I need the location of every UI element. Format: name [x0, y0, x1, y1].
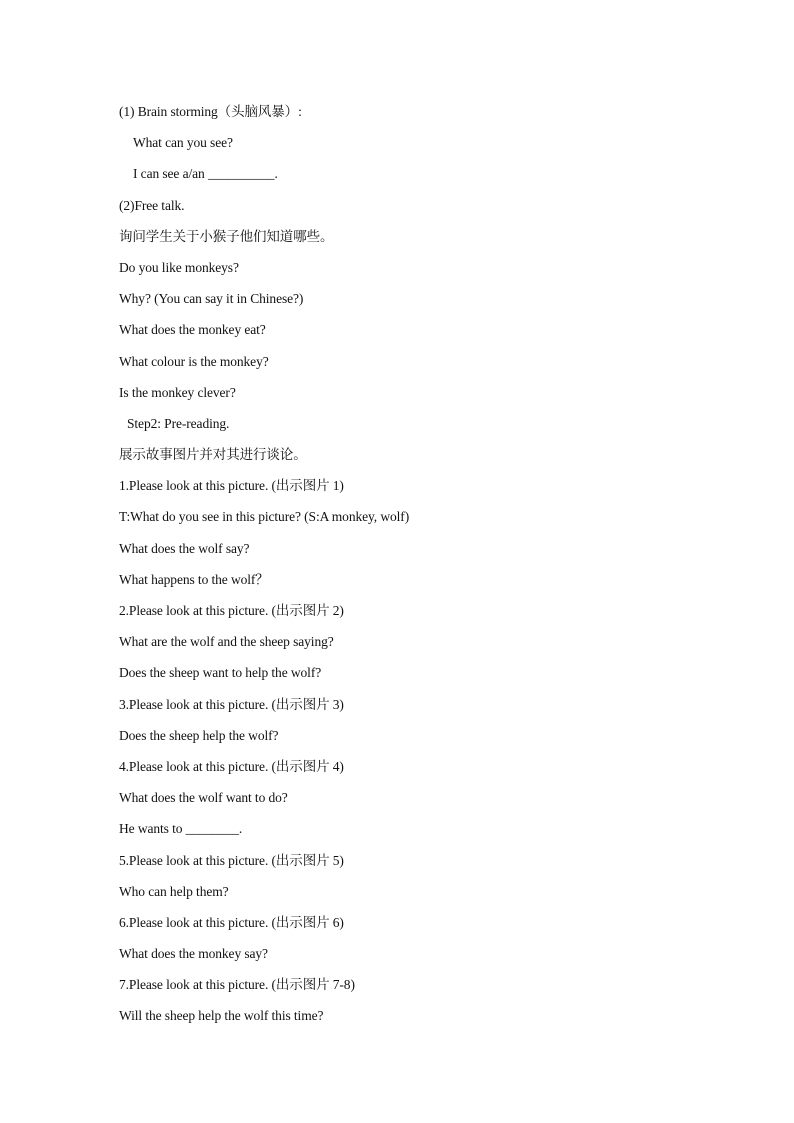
- heading-brain-storming: (1) Brain storming（头脑风暴）:: [119, 104, 302, 119]
- document-body: [119, 101, 679, 1037]
- heading-free-talk: (2)Free talk.: [119, 197, 185, 213]
- question-line: Do you like monkeys?: [119, 259, 239, 275]
- question-line: T:What do you see in this picture? (S:A monkey, wolf): [119, 509, 410, 525]
- question-line: What happens to the wolf？: [119, 571, 269, 587]
- question-line: Is the monkey clever?: [119, 384, 236, 400]
- question-line: Who can help them?: [119, 883, 229, 899]
- picture-prompt-6: 6.Please look at this picture. (出示图片 6): [119, 914, 344, 930]
- question-line: Why? (You can say it in Chinese?): [119, 291, 304, 307]
- question-line: What does the wolf say?: [119, 540, 250, 556]
- question-line: What are the wolf and the sheep saying?: [119, 634, 334, 650]
- question-line: Does the sheep help the wolf?: [119, 727, 279, 743]
- instruction-line: 询问学生关于小猴子他们知道哪些。: [119, 228, 334, 245]
- question-line: Does the sheep want to help the wolf?: [119, 665, 322, 681]
- picture-prompt-1: 1.Please look at this picture. (出示图片 1): [119, 478, 344, 494]
- answer-blank-line: I can see a/an __________.: [133, 166, 278, 182]
- question-line: What can you see?: [133, 135, 233, 151]
- question-line: What does the wolf want to do?: [119, 790, 288, 806]
- picture-prompt-3: 3.Please look at this picture. (出示图片 3): [119, 696, 344, 712]
- picture-prompt-2: 2.Please look at this picture. (出示图片 2): [119, 603, 344, 618]
- question-line: Will the sheep help the wolf this time?: [119, 1008, 324, 1024]
- picture-prompt-4: 4.Please look at this picture. (出示图片 4): [119, 758, 344, 774]
- question-line: What does the monkey eat?: [119, 322, 266, 338]
- instruction-line: 展示故事图片并对其进行谈论。: [119, 447, 307, 464]
- heading-step2: Step2: Pre-reading.: [127, 415, 230, 431]
- picture-prompt-5: 5.Please look at this picture. (出示图片 5): [119, 852, 344, 868]
- picture-prompt-7-8: 7.Please look at this picture. (出示图片 7-8): [119, 977, 355, 993]
- question-line: What colour is the monkey?: [119, 353, 269, 369]
- question-line: What does the monkey say?: [119, 946, 268, 962]
- answer-blank-line: He wants to ________.: [119, 821, 243, 837]
